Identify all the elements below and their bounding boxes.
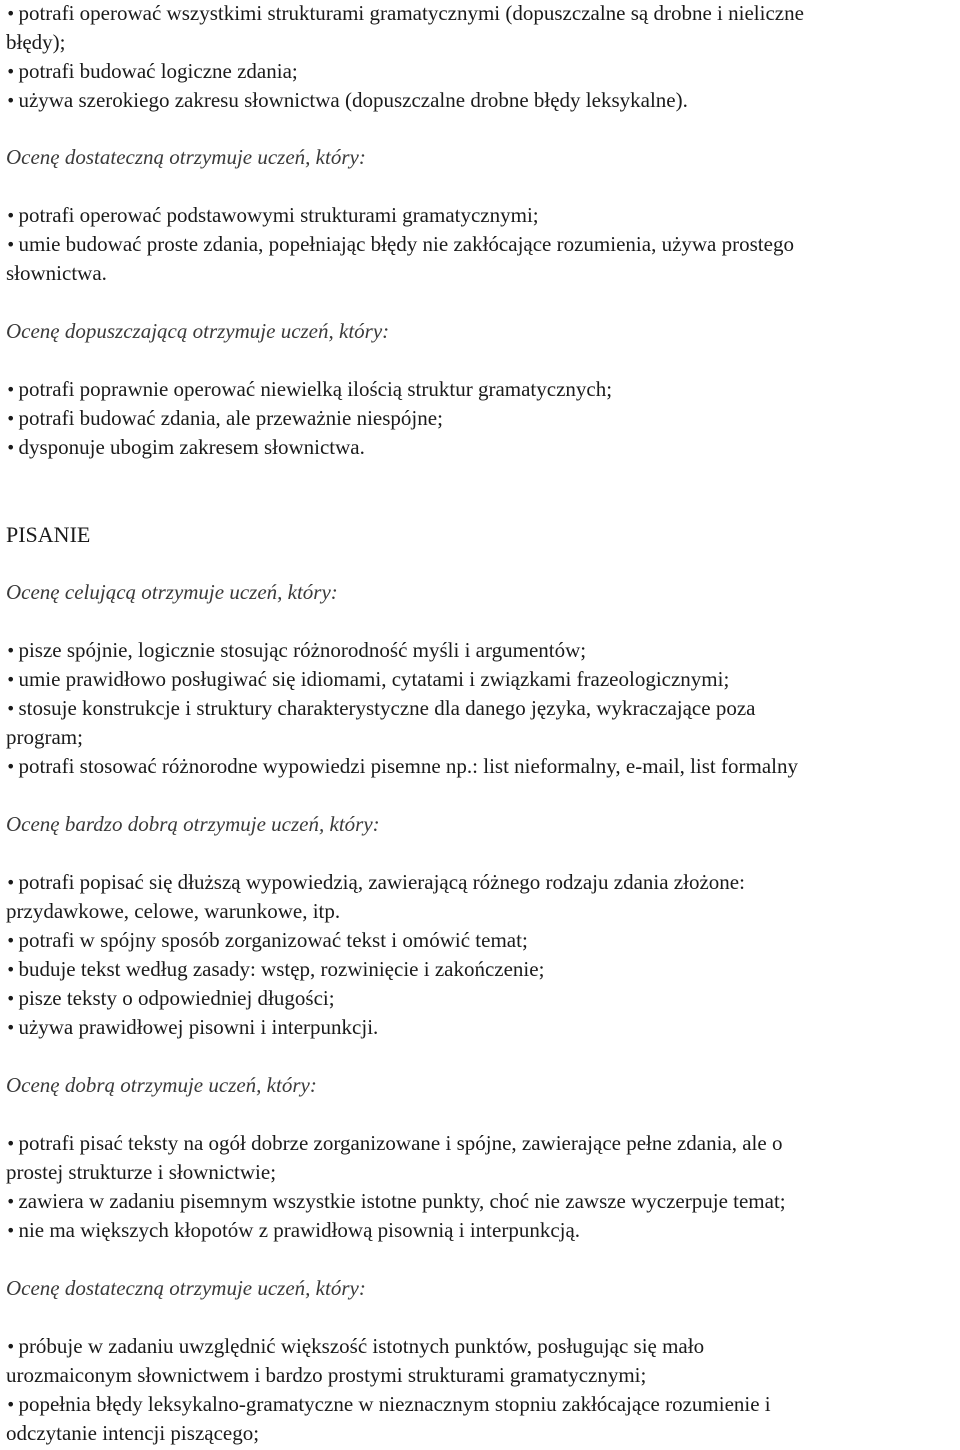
bullet-item: • pisze spójnie, logicznie stosując różnorodność myśli i argumentów; [6,636,586,666]
bullet-item: • umie prawidłowo posługiwać się idiomami, cytatami i związkami frazeologicznymi; [6,665,729,695]
bullet-item: • pisze teksty o odpowiedniej długości; [6,984,335,1014]
continuation-line: słownictwa. [6,261,107,285]
continuation-line: błędy); [6,30,66,54]
bullet-item: • umie budować proste zdania, popełniając błędy nie zakłócające rozumienia, używa prostego [6,230,794,260]
bullet-item: • potrafi budować logiczne zdania; [6,57,298,87]
continuation-line: prostej strukturze i słownictwie; [6,1160,277,1184]
bullet-item: • używa szerokiego zakresu słownictwa (dopuszczalne drobne błędy leksykalne). [6,86,688,116]
grade-heading: Ocenę dostateczną otrzymuje uczeń, który: [6,1276,366,1300]
bullet-item: • popełnia błędy leksykalno-gramatyczne w nieznacznym stopniu zakłócające rozumienie i [6,1390,771,1420]
grade-heading: Ocenę celującą otrzymuje uczeń, który: [6,580,338,604]
bullet-item: • buduje tekst według zasady: wstęp, rozwinięcie i zakończenie; [6,955,544,985]
bullet-item: • potrafi operować wszystkimi strukturami gramatycznymi (dopuszczalne są drobne i nieliczne [6,0,804,29]
bullet-item: • potrafi poprawnie operować niewielką ilością struktur gramatycznych; [6,375,612,405]
bullet-item: • nie ma większych kłopotów z prawidłową pisownią i interpunkcją. [6,1216,580,1246]
bullet-item: • potrafi popisać się dłuższą wypowiedzią, zawierającą różnego rodzaju zdania złożone: [6,868,745,898]
bullet-item: • potrafi w spójny sposób zorganizować tekst i omówić temat; [6,926,528,956]
grade-heading: Ocenę dobrą otrzymuje uczeń, który: [6,1073,317,1097]
section-title: PISANIE [6,522,91,547]
bullet-item: • stosuje konstrukcje i struktury charakterystyczne dla danego języka, wykraczające poza [6,694,755,724]
grade-heading: Ocenę dostateczną otrzymuje uczeń, który: [6,145,366,169]
bullet-item: • potrafi operować podstawowymi strukturami gramatycznymi; [6,201,539,231]
continuation-line: przydawkowe, celowe, warunkowe, itp. [6,899,341,923]
bullet-item: • potrafi stosować różnorodne wypowiedzi pisemne np.: list nieformalny, e-mail, list formalny [6,752,798,782]
bullet-item: • dysponuje ubogim zakresem słownictwa. [6,433,365,463]
bullet-item: • potrafi budować zdania, ale przeważnie niespójne; [6,404,443,434]
bullet-item: • próbuje w zadaniu uwzględnić większość istotnych punktów, posługując się mało [6,1332,704,1362]
continuation-line: program; [6,725,83,749]
grade-heading: Ocenę bardzo dobrą otrzymuje uczeń, który: [6,812,380,836]
bullet-item: • zawiera w zadaniu pisemnym wszystkie istotne punkty, choć nie zawsze wyczerpuje temat; [6,1187,786,1217]
bullet-item: • potrafi pisać teksty na ogół dobrze zorganizowane i spójne, zawierające pełne zdania, ale o [6,1129,782,1159]
continuation-line: odczytanie intencji piszącego; [6,1421,260,1445]
continuation-line: urozmaiconym słownictwem i bardzo prostymi strukturami gramatycznymi; [6,1363,647,1387]
bullet-item: • używa prawidłowej pisowni i interpunkcji. [6,1013,378,1043]
grade-heading: Ocenę dopuszczającą otrzymuje uczeń, który: [6,319,390,343]
